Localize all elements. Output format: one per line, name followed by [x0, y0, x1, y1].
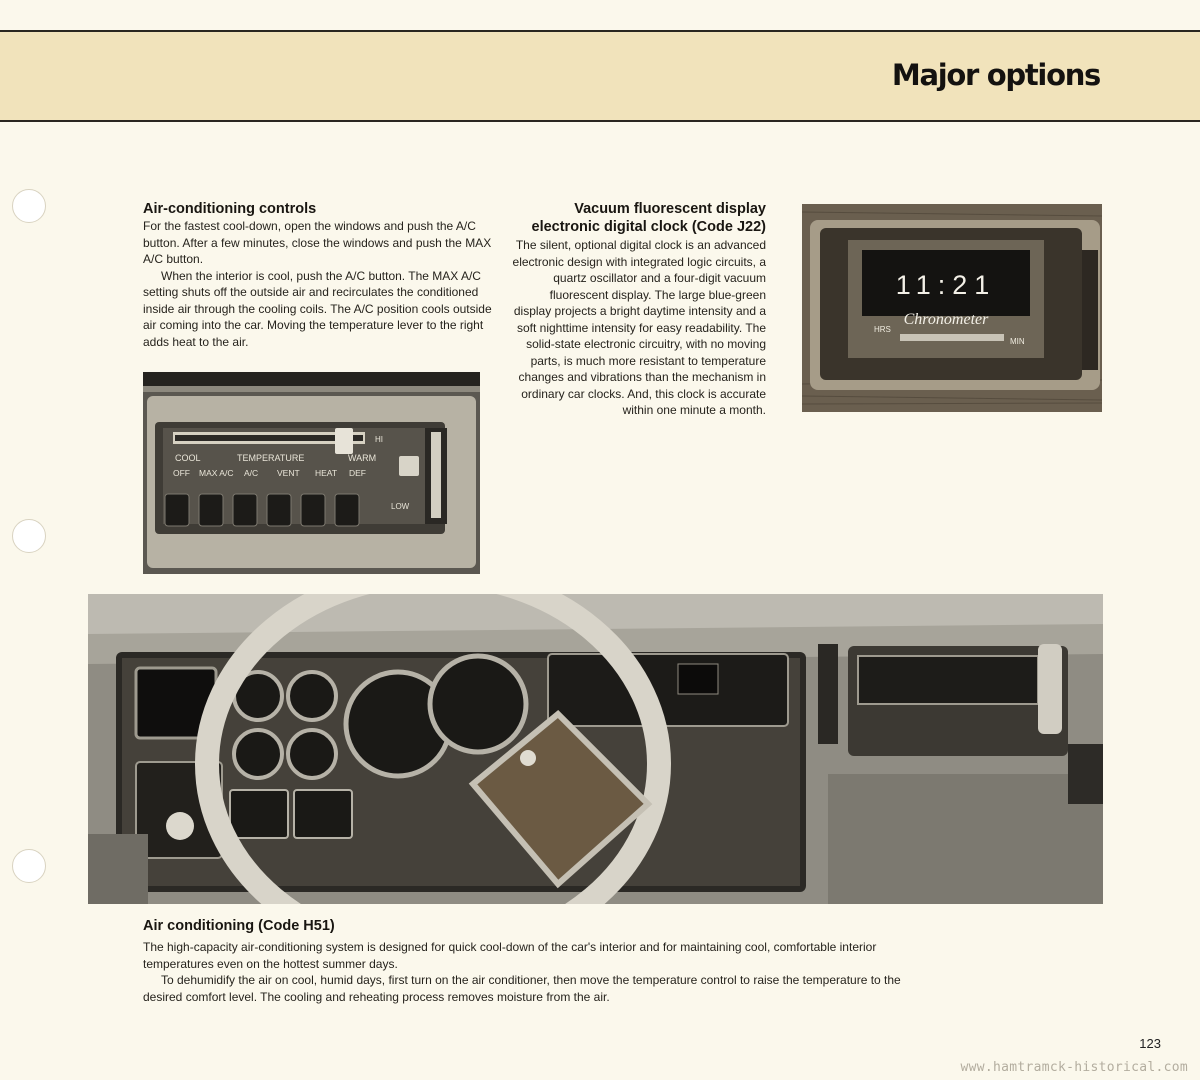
clock-heading-line-1: Vacuum fluorescent display — [574, 201, 766, 217]
binder-hole-top — [12, 189, 46, 223]
ac-system-paragraph-1: The high-capacity air-conditioning system is designed for quick cool-down of the car's interior and for maintaining cool, comfortable interior temperatures even on the hottest summer days. — [143, 940, 877, 971]
label-vent: VENT — [277, 468, 300, 478]
label-fan-low: LOW — [391, 502, 410, 511]
label-cool: COOL — [175, 453, 201, 463]
label-ac: A/C — [244, 468, 259, 478]
label-off: OFF — [173, 468, 190, 478]
section-ac-system — [143, 918, 913, 1005]
ac-system-body — [143, 939, 913, 1005]
label-warm: WARM — [348, 453, 377, 463]
clock-heading-line-2: electronic digital clock (Code J22) — [531, 219, 766, 235]
ac-controls-paragraph-1: For the fastest cool-down, open the windows and push the A/C button. After a few minutes, close the windows and push the MAX A/C button. — [143, 219, 492, 266]
watermark: www.hamtramck-historical.com — [960, 1060, 1188, 1075]
section-digital-clock — [510, 201, 766, 419]
section-ac-controls — [143, 201, 493, 350]
ac-controls-photo — [143, 372, 480, 574]
header-rule — [0, 120, 1200, 122]
label-heat: HEAT — [315, 468, 338, 478]
label-temperature: TEMPERATURE — [237, 453, 305, 463]
clock-min-label: MIN — [1010, 337, 1025, 346]
ac-controls-heading: Air-conditioning controls — [143, 201, 317, 217]
page-title: Major options — [891, 58, 1100, 92]
binder-hole-bottom — [12, 849, 46, 883]
clock-body: The silent, optional digital clock is an advanced electronic design with integrated logic circuits, a quartz oscillator and a four-digit vacuum fluorescent display. The large blue-green display projects a bright daytime intensity and a soft nighttime intensity for easy readability. The solid-state electronic circuitry, with no moving parts, is much more resistant to temperature changes and vibrations than the mechanism in ordinary car clocks. And, this clock is accurate within one minute a month. — [512, 238, 766, 417]
ac-controls-body — [143, 218, 493, 350]
clock-brand: Chronometer — [903, 311, 989, 328]
ac-controls-paragraph-2: When the interior is cool, push the A/C button. The MAX A/C setting shuts off the outside air and recirculates the conditioned inside air through the cooling coils. The A/C position cools outside air coming into the car. Moving the temperature lever to the right adds heat to the air. — [143, 268, 492, 349]
dashboard-photo — [88, 594, 1103, 904]
ac-system-heading: Air conditioning (Code H51) — [143, 918, 335, 934]
page-number: 123 — [1139, 1036, 1161, 1051]
label-def: DEF — [349, 468, 366, 478]
label-max-ac: MAX A/C — [199, 468, 234, 478]
clock-hrs-label: HRS — [874, 325, 891, 334]
label-fan-hi: HI — [375, 435, 383, 444]
clock-time: 11:21 — [895, 270, 997, 300]
ac-system-paragraph-2: To dehumidify the air on cool, humid days, first turn on the air conditioner, then move the temperature control to raise the temperature to the desired comfort level. The cooling and reheating process removes moisture from the air. — [143, 973, 901, 1004]
clock-photo — [802, 204, 1102, 412]
binder-hole-middle — [12, 519, 46, 553]
